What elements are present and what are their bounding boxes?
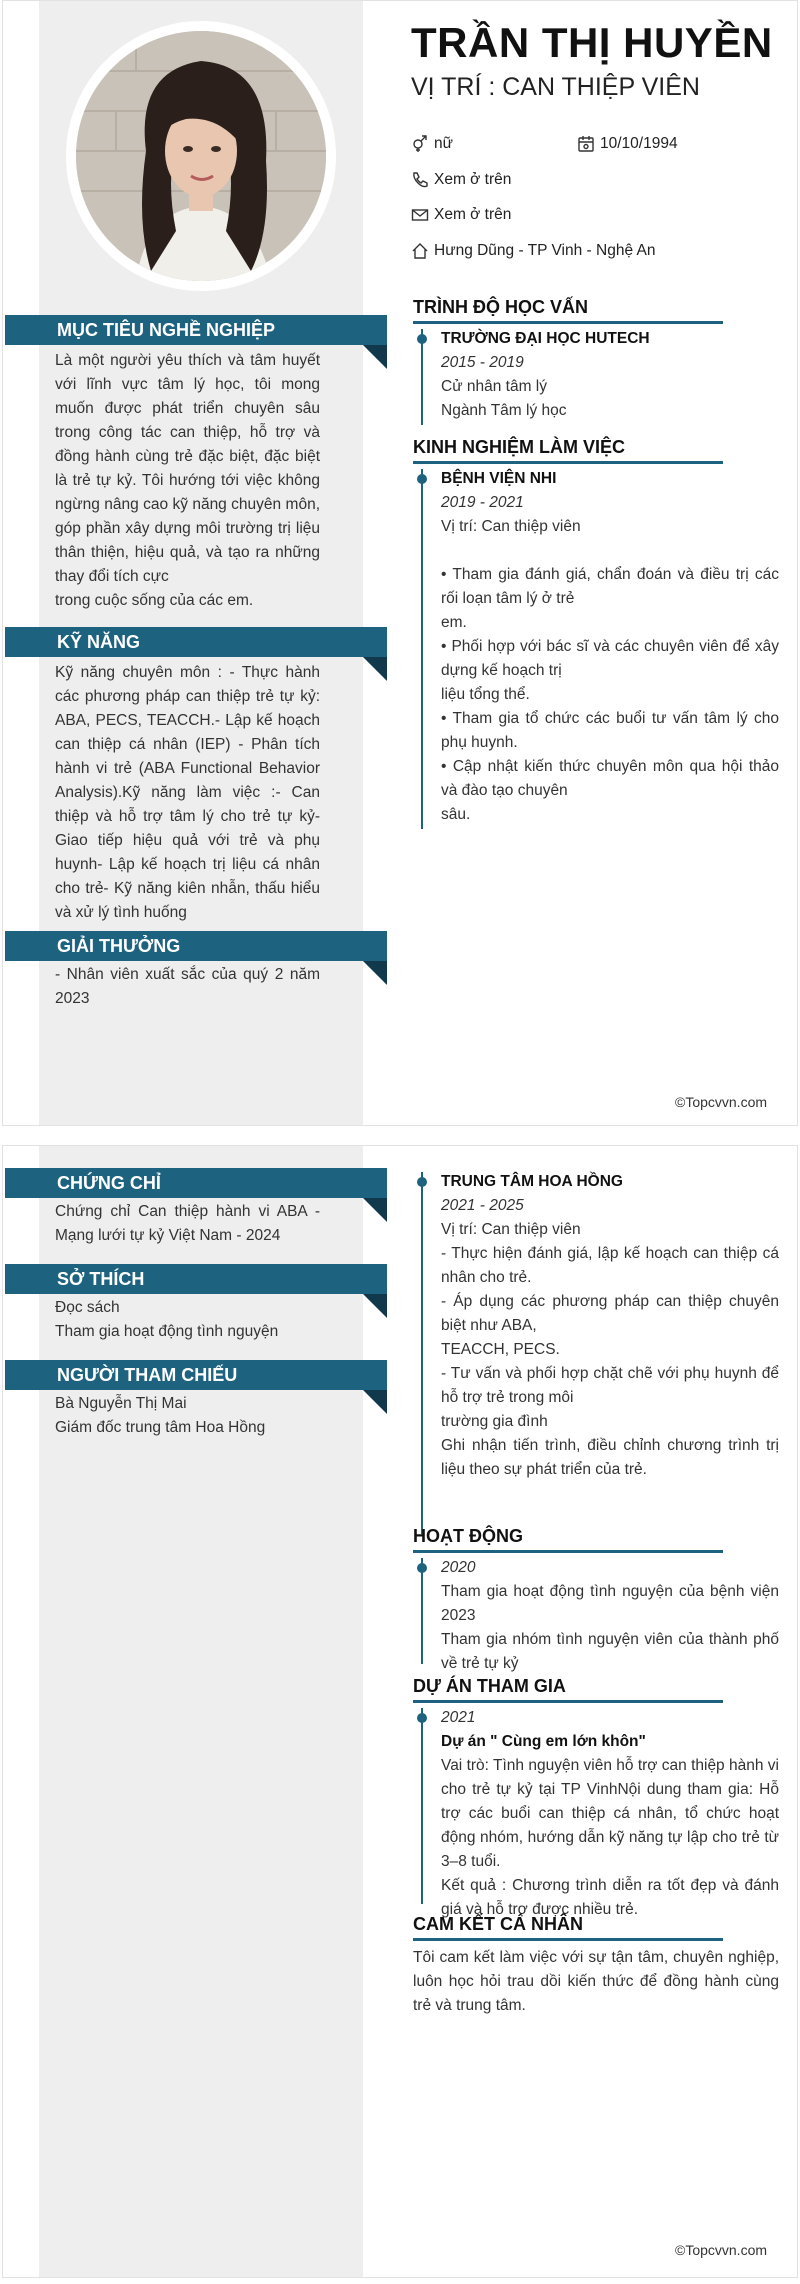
activities-underline	[413, 1550, 723, 1553]
objective-ribbon-fold	[363, 345, 387, 369]
job2-timeline-dot	[417, 1177, 427, 1187]
job1-details: Vị trí: Can thiệp viên • Tham gia đánh giá, chẩn đoán và điều trị các rối loạn tâm lý ở trẻ em. • Phối hợp với bác sĩ và các chuyên viên để xây dựng kế hoạch trị liệu tổng thể. • Tham gia tổ chức các buổi tư vấn tâm lý cho phụ huynh. • Cập nhật kiến thức chuyên môn qua hội thảo và đào tạo chuyên sâu.	[441, 518, 779, 823]
job2-period: 2021 - 2025	[441, 1197, 524, 1214]
gender-icon	[411, 135, 429, 153]
education-degree: Cử nhân tâm lý	[441, 378, 548, 395]
section-education-header: TRÌNH ĐỘ HỌC VẤN	[413, 297, 588, 317]
objective-text: Là một người yêu thích và tâm huyết với lĩnh vực tâm lý học, tôi mong muốn được phát triển chuyên sâu trong công tác can thiệp, hỗ trợ và đồng hành cùng trẻ đặc biệt, đặc biệt là trẻ tự kỷ. Tôi hướng tới việc không ngừng nâng cao kỹ năng chuyên môn, góp phần xây dựng môi trường trị liệu thân thiện, hiệu quả, và tạo ra những thay đổi tích cực trong cuộc sống của các em.	[55, 352, 320, 609]
contact-birthday: 10/10/1994	[577, 135, 678, 153]
projects-timeline	[421, 1708, 423, 1904]
section-awards-header: GIẢI THƯỞNG	[5, 931, 387, 961]
education-major: Ngành Tâm lý học	[441, 402, 567, 419]
candidate-role: VỊ TRÍ : CAN THIỆP VIÊN	[411, 73, 700, 101]
education-timeline-dot	[417, 334, 427, 344]
awards-ribbon-fold	[363, 961, 387, 985]
contact-phone: Xem ở trên	[411, 171, 511, 189]
section-experience-header: KINH NGHIỆM LÀM VIỆC	[413, 437, 626, 457]
commitment-text: Tôi cam kết làm việc với sự tận tâm, chuyên nghiệp, luôn học hỏi trau dồi kiến thức để đồng hành cùng trẻ và trung tâm.	[413, 1949, 779, 2014]
activities-text: Tham gia hoạt động tình nguyện của bệnh viện 2023 Tham gia nhóm tình nguyện viên của thành phố về trẻ tự kỷ	[441, 1583, 779, 1672]
mail-icon	[411, 206, 429, 224]
cv-page-2	[2, 1145, 798, 2278]
education-school: TRƯỜNG ĐẠI HỌC HUTECH	[441, 330, 650, 347]
section-references-header: NGƯỜI THAM CHIẾU	[5, 1360, 387, 1390]
section-hobbies-header: SỞ THÍCH	[5, 1264, 387, 1294]
job1-period: 2019 - 2021	[441, 494, 524, 511]
section-objective-header: MỤC TIÊU NGHỀ NGHIỆP	[5, 315, 387, 345]
experience-timeline-dot	[417, 474, 427, 484]
skills-ribbon-fold	[363, 657, 387, 681]
section-projects-header: DỰ ÁN THAM GIA	[413, 1676, 566, 1696]
profile-photo	[76, 31, 326, 281]
experience-timeline	[421, 469, 423, 829]
projects-underline	[413, 1700, 723, 1703]
education-period: 2015 - 2019	[441, 354, 524, 371]
commitment-underline	[413, 1938, 723, 1941]
references-ribbon-fold	[363, 1390, 387, 1414]
job2-details: Vị trí: Can thiệp viên - Thực hiện đánh giá, lập kế hoạch can thiệp cá nhân cho trẻ. - Áp dụng các phương pháp can thiệp chuyên biệt như ABA, TEACCH, PECS. - Tư vấn và phối hợp chặt chẽ với phụ huynh để hỗ trợ trẻ trong môi trường gia đình Ghi nhận tiến trình, điều chỉnh chương trình trị liệu theo sự phát triển của trẻ.	[441, 1221, 779, 1478]
activities-year: 2020	[441, 1559, 476, 1576]
projects-year: 2021	[441, 1709, 476, 1726]
contact-email: Xem ở trên	[411, 206, 511, 224]
section-activities-header: HOẠT ĐỘNG	[413, 1526, 523, 1546]
job1-company: BỆNH VIỆN NHI	[441, 470, 557, 487]
experience-timeline-continued	[421, 1172, 423, 1534]
certificates-text: Chứng chỉ Can thiệp hành vi ABA - Mạng lưới tự kỷ Việt Nam - 2024	[55, 1203, 320, 1244]
references-text: Bà Nguyễn Thị Mai Giám đốc trung tâm Hoa Hồng	[55, 1395, 266, 1436]
candidate-name: TRẦN THỊ HUYỀN	[411, 19, 773, 66]
section-skills-header: KỸ NĂNG	[5, 627, 387, 657]
activities-timeline-dot	[417, 1563, 427, 1573]
hobbies-ribbon-fold	[363, 1294, 387, 1318]
hobbies-text: Đọc sách Tham gia hoạt động tình nguyện	[55, 1299, 279, 1340]
footer-credit: ©Topcvvn.com	[675, 1094, 768, 1110]
skills-text: Kỹ năng chuyên môn : - Thực hành các phương pháp can thiệp trẻ tự kỷ: ABA, PECS, TEACCH.- Lập kế hoạch can thiệp cá nhân (IEP) - Phân tích hành vi trẻ (ABA Functional Behavior Analysis).Kỹ năng làm việc :- Can thiệp và hỗ trợ tâm lý cho trẻ tự kỷ- Giao tiếp hiệu quả với trẻ và phụ huynh- Lập kế hoạch trị liệu cá nhân cho trẻ- Kỹ năng kiên nhẫn, thấu hiểu và xử lý tình huống	[55, 664, 320, 921]
section-commitment-header: CAM KẾT CÁ NHÂN	[413, 1914, 583, 1934]
project-text: Vai trò: Tình nguyện viên hỗ trợ can thiệp hành vi cho trẻ tự kỷ tại TP VinhNội dung tham gia: Hỗ trợ các buổi can thiệp cá nhân, tổ chức hoạt động nhóm, hướng dẫn kỹ năng tự lập cho trẻ từ 3–8 tuổi. Kết quả : Chương trình diễn ra tốt đẹp và đánh giá và hỗ trợ được nhiều trẻ.	[441, 1757, 779, 1918]
contact-gender: nữ	[411, 135, 453, 153]
job2-company: TRUNG TÂM HOA HỒNG	[441, 1173, 623, 1190]
project-name: Dự án " Cùng em lớn khôn"	[441, 1733, 646, 1750]
home-icon	[411, 242, 429, 260]
phone-icon	[411, 171, 429, 189]
awards-text: - Nhân viên xuất sắc của quý 2 năm 2023	[55, 966, 320, 1007]
projects-timeline-dot	[417, 1713, 427, 1723]
cv-page-1	[2, 0, 798, 1126]
certificates-ribbon-fold	[363, 1198, 387, 1222]
experience-underline	[413, 461, 723, 464]
footer-credit: ©Topcvvn.com	[675, 2242, 768, 2258]
calendar-icon	[577, 135, 595, 153]
education-underline	[413, 321, 723, 324]
activities-timeline	[421, 1558, 423, 1664]
section-certificates-header: CHỨNG CHỈ	[5, 1168, 387, 1198]
contact-address: Hưng Dũng - TP Vinh - Nghệ An	[411, 242, 655, 260]
